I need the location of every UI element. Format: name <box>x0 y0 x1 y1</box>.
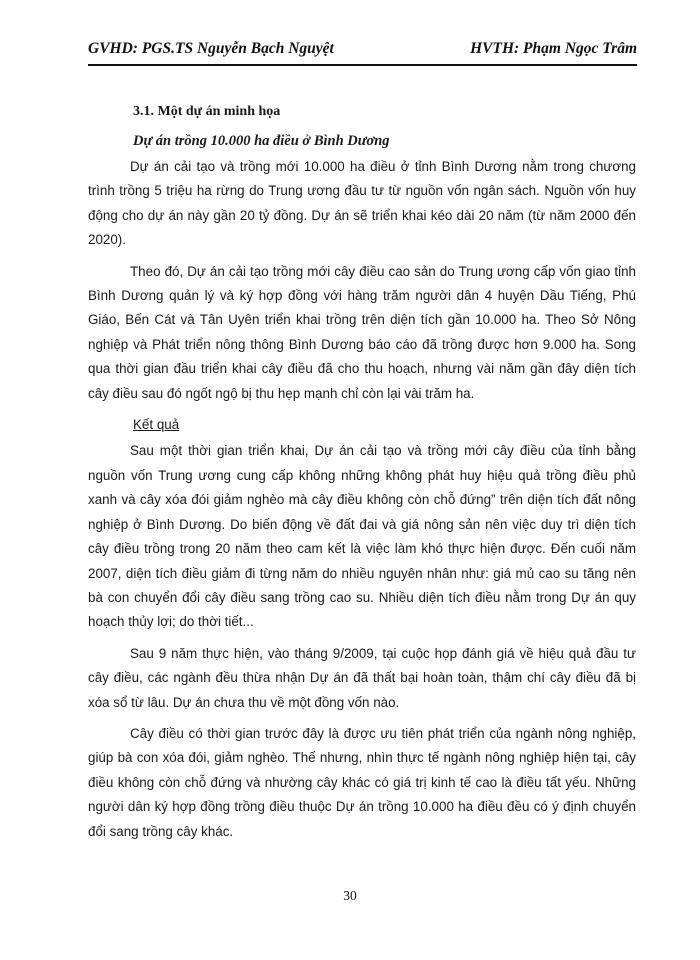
header-advisor: GVHD: PGS.TS Nguyễn Bạch Nguyệt <box>88 40 334 57</box>
paragraph: Dự án cải tạo và trồng mới 10.000 ha điều ở tỉnh Bình Dương nằm trong chương trình trồng 5 triệu ha rừng do Trung ương đầu tư từ nguồn vốn ngân sách. Nguồn vốn huy động cho dự án này gần 20 tỷ đồng. Dự án sẽ triển khai kéo dài 20 năm (từ năm 2000 đến 2020). <box>88 159 636 248</box>
section-subtitle: Dự án trồng 10.000 ha điều ở Bình Dương <box>133 133 390 149</box>
page-header <box>88 38 637 66</box>
paragraph: Sau 9 năm thực hiện, vào tháng 9/2009, tại cuộc họp đánh giá về hiệu quả đầu tư cây điều, các ngành đều thừa nhận Dự án đã thất bại hoàn toàn, thậm chí cây điều đã bị xóa sổ từ lâu. Dự án chưa thu về một đồng vốn nào. <box>88 645 636 710</box>
result-heading: Kết quả <box>133 417 180 433</box>
paragraph: Sau một thời gian triển khai, Dự án cải tạo và trồng mới cây điều của tỉnh bằng nguồn vốn Trung ương cung cấp không những không phát huy hiệu quả trồng điều phủ xanh và cây xóa đói giảm nghèo mà cây điều không còn chỗ đứng” trên diện tích đất nông nghiệp ở Bình Dương. Do biến động về đất đai và giá nông sản nên việc duy trì diện tích cây điều trồng trong 20 năm theo cam kết là việc làm khó thực hiện được. Đến cuối năm 2007, diện tích điều giảm đi từng năm do nhiều nguyên nhân như: giá mủ cao su tăng nên bà con chuyển đổi cây điều sang trồng cao su. Nhiều diện tích điều nằm trong Dự án quy hoạch thủy lợi; do thời tiết... <box>88 443 636 630</box>
paragraph: Cây điều có thời gian trước đây là được ưu tiên phát triển của ngành nông nghiệp, giúp bà con xóa đói, giảm nghèo. Thế nhưng, nhìn thực tế ngành nông nghiệp hiện tại, cây điều không còn chỗ đứng và nhường cây khác có giá trị kinh tế cao là điều tất yếu. Những người dân ký hợp đồng trồng điều thuộc Dự án trồng 10.000 ha điều đều có ý định chuyển đổi sang trồng cây khác. <box>88 725 636 839</box>
result-paragraphs <box>88 439 636 844</box>
page-number: 30 <box>343 888 357 903</box>
section-title: 3.1. Một dự án minh họa <box>133 104 281 119</box>
paragraph: Theo đó, Dự án cải tạo trồng mới cây điều cao sản do Trung ương cấp vốn giao tỉnh Bình Dương quản lý và ký hợp đồng với hàng trăm người dân 4 huyện Dầu Tiếng, Phú Giáo, Bến Cát và Tân Uyên triển khai trồng trên diện tích gần 10.000 ha. Theo Sở Nông nghiệp và Phát triển nông thông Bình Dương báo cáo đã trồng được hơn 9.000 ha. Song qua thời gian đầu triển khai cây điều đã cho thu hoạch, nhưng vài năm gần đây diện tích cây điều sau đó ngốt ngộ bị thu hẹp mạnh chỉ còn lại vài trăm ha. <box>88 263 636 401</box>
intro-paragraphs <box>88 155 636 406</box>
header-student: HVTH: Phạm Ngọc Trâm <box>470 40 637 57</box>
page-body <box>88 100 636 851</box>
